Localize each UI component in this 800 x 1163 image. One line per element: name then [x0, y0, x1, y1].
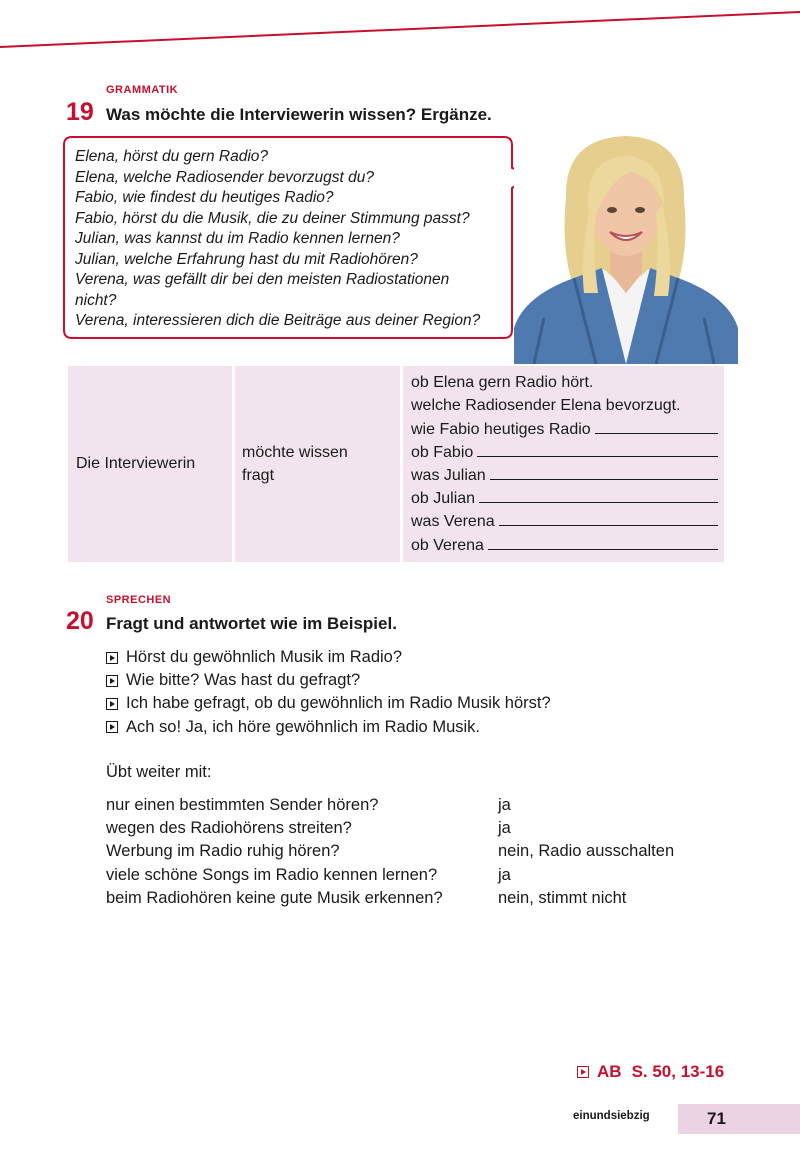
workbook-label: AB	[597, 1062, 622, 1081]
dialogue-line	[106, 692, 551, 715]
clause-text: wie Fabio heutiges Radio	[411, 420, 591, 438]
exercise-number-19: 19	[66, 98, 94, 126]
bubble-line: Elena, welche Radiosender bevorzugst du?	[75, 168, 374, 186]
play-icon	[106, 675, 118, 687]
play-icon	[106, 698, 118, 710]
example-dialogue	[106, 646, 551, 739]
list-item	[106, 840, 674, 863]
table-row	[411, 464, 724, 487]
practice-answer: nein, stimmt nicht	[498, 888, 627, 907]
practice-list	[106, 794, 674, 910]
bubble-line: Fabio, hörst du die Musik, die zu deiner Stimmung passt?	[75, 209, 470, 227]
clause-text: ob Julian	[411, 490, 476, 508]
practice-answer: ja	[498, 796, 511, 814]
fill-in-blank[interactable]	[479, 488, 718, 503]
practice-intro: Übt weiter mit:	[106, 763, 212, 781]
bubble-line: Julian, was kannst du im Radio kennen lernen?	[75, 230, 400, 247]
practice-question: viele schöne Songs im Radio kennen lernen?	[106, 865, 438, 884]
grammar-table	[68, 366, 724, 562]
table-verb-wissen: möchte wissen	[242, 444, 348, 461]
page-number-word: einundsiebzig	[573, 1110, 650, 1122]
exercise-title-19: Was möchte die Interviewerin wissen? Ergänze.	[106, 105, 492, 124]
bubble-questions	[75, 147, 505, 332]
workbook-reference[interactable]	[577, 1062, 724, 1082]
table-clause-cell	[403, 366, 724, 562]
exercise-title-20: Fragt und antwortet wie im Beispiel.	[106, 614, 397, 633]
practice-question: Werbung im Radio ruhig hören?	[106, 842, 340, 861]
clause-text: was Julian	[411, 467, 486, 484]
list-item	[106, 887, 674, 910]
dialogue-line	[106, 669, 551, 692]
fill-in-blank[interactable]	[490, 465, 718, 480]
bubble-line: Verena, was gefällt dir bei den meisten Radiostationen	[75, 271, 450, 288]
clause-text: welche Radiosender Elena bevorzugt.	[411, 397, 681, 415]
table-subject-cell	[68, 366, 232, 562]
bubble-line: nicht?	[75, 291, 117, 309]
page-number-box	[678, 1104, 800, 1134]
table-row	[411, 418, 724, 441]
bubble-line: Elena, hörst du gern Radio?	[75, 148, 269, 165]
table-row	[411, 487, 724, 510]
interviewer-photo	[514, 128, 738, 364]
list-item	[106, 864, 674, 887]
table-verb-fragt: fragt	[242, 467, 275, 484]
section-label-grammatik: GRAMMATIK	[106, 84, 179, 96]
table-verb-cell	[235, 366, 400, 562]
workbook-pages: S. 50, 13-16	[631, 1062, 725, 1081]
clause-text: ob Verena	[411, 536, 484, 554]
clause-text: ob Elena gern Radio hört.	[411, 374, 594, 392]
arrow-right-icon	[577, 1066, 589, 1078]
bubble-line: Verena, interessieren dich die Beiträge aus deiner Region?	[75, 312, 481, 329]
table-subject: Die Interviewerin	[76, 455, 196, 472]
clause-text: was Verena	[411, 513, 495, 531]
table-row	[411, 371, 724, 394]
page-number: 71	[707, 1109, 726, 1128]
dialogue-text: Ich habe gefragt, ob du gewöhnlich im Radio Musik hörst?	[126, 694, 551, 713]
exercise-number-20: 20	[66, 607, 94, 635]
section-label-sprechen: SPRECHEN	[106, 594, 172, 606]
dialogue-text: Wie bitte? Was hast du gefragt?	[126, 671, 361, 690]
play-icon	[106, 721, 118, 733]
practice-answer: nein, Radio ausschalten	[498, 842, 675, 861]
table-row	[411, 510, 724, 533]
table-row	[411, 534, 724, 557]
fill-in-blank[interactable]	[488, 535, 718, 550]
fill-in-blank[interactable]	[595, 419, 718, 434]
table-row	[411, 441, 724, 464]
practice-question: wegen des Radiohörens streiten?	[106, 819, 352, 838]
dialogue-line	[106, 646, 551, 669]
practice-answer: ja	[498, 819, 511, 838]
fill-in-blank[interactable]	[499, 511, 718, 526]
table-row	[411, 394, 724, 417]
practice-answer: ja	[498, 865, 511, 884]
woman-photo-icon	[514, 128, 738, 364]
practice-question: beim Radiohören keine gute Musik erkennen?	[106, 888, 443, 907]
dialogue-text: Ach so! Ja, ich höre gewöhnlich im Radio Musik.	[126, 717, 480, 736]
fill-in-blank[interactable]	[477, 442, 718, 457]
clause-text: ob Fabio	[411, 443, 474, 461]
dialogue-line	[106, 716, 551, 739]
bubble-line: Julian, welche Erfahrung hast du mit Radiohören?	[75, 250, 418, 268]
list-item	[106, 817, 674, 840]
bubble-line: Fabio, wie findest du heutiges Radio?	[75, 189, 334, 206]
practice-question: nur einen bestimmten Sender hören?	[106, 796, 379, 814]
play-icon	[106, 652, 118, 664]
list-item	[106, 794, 674, 817]
dialogue-text: Hörst du gewöhnlich Musik im Radio?	[126, 648, 403, 666]
